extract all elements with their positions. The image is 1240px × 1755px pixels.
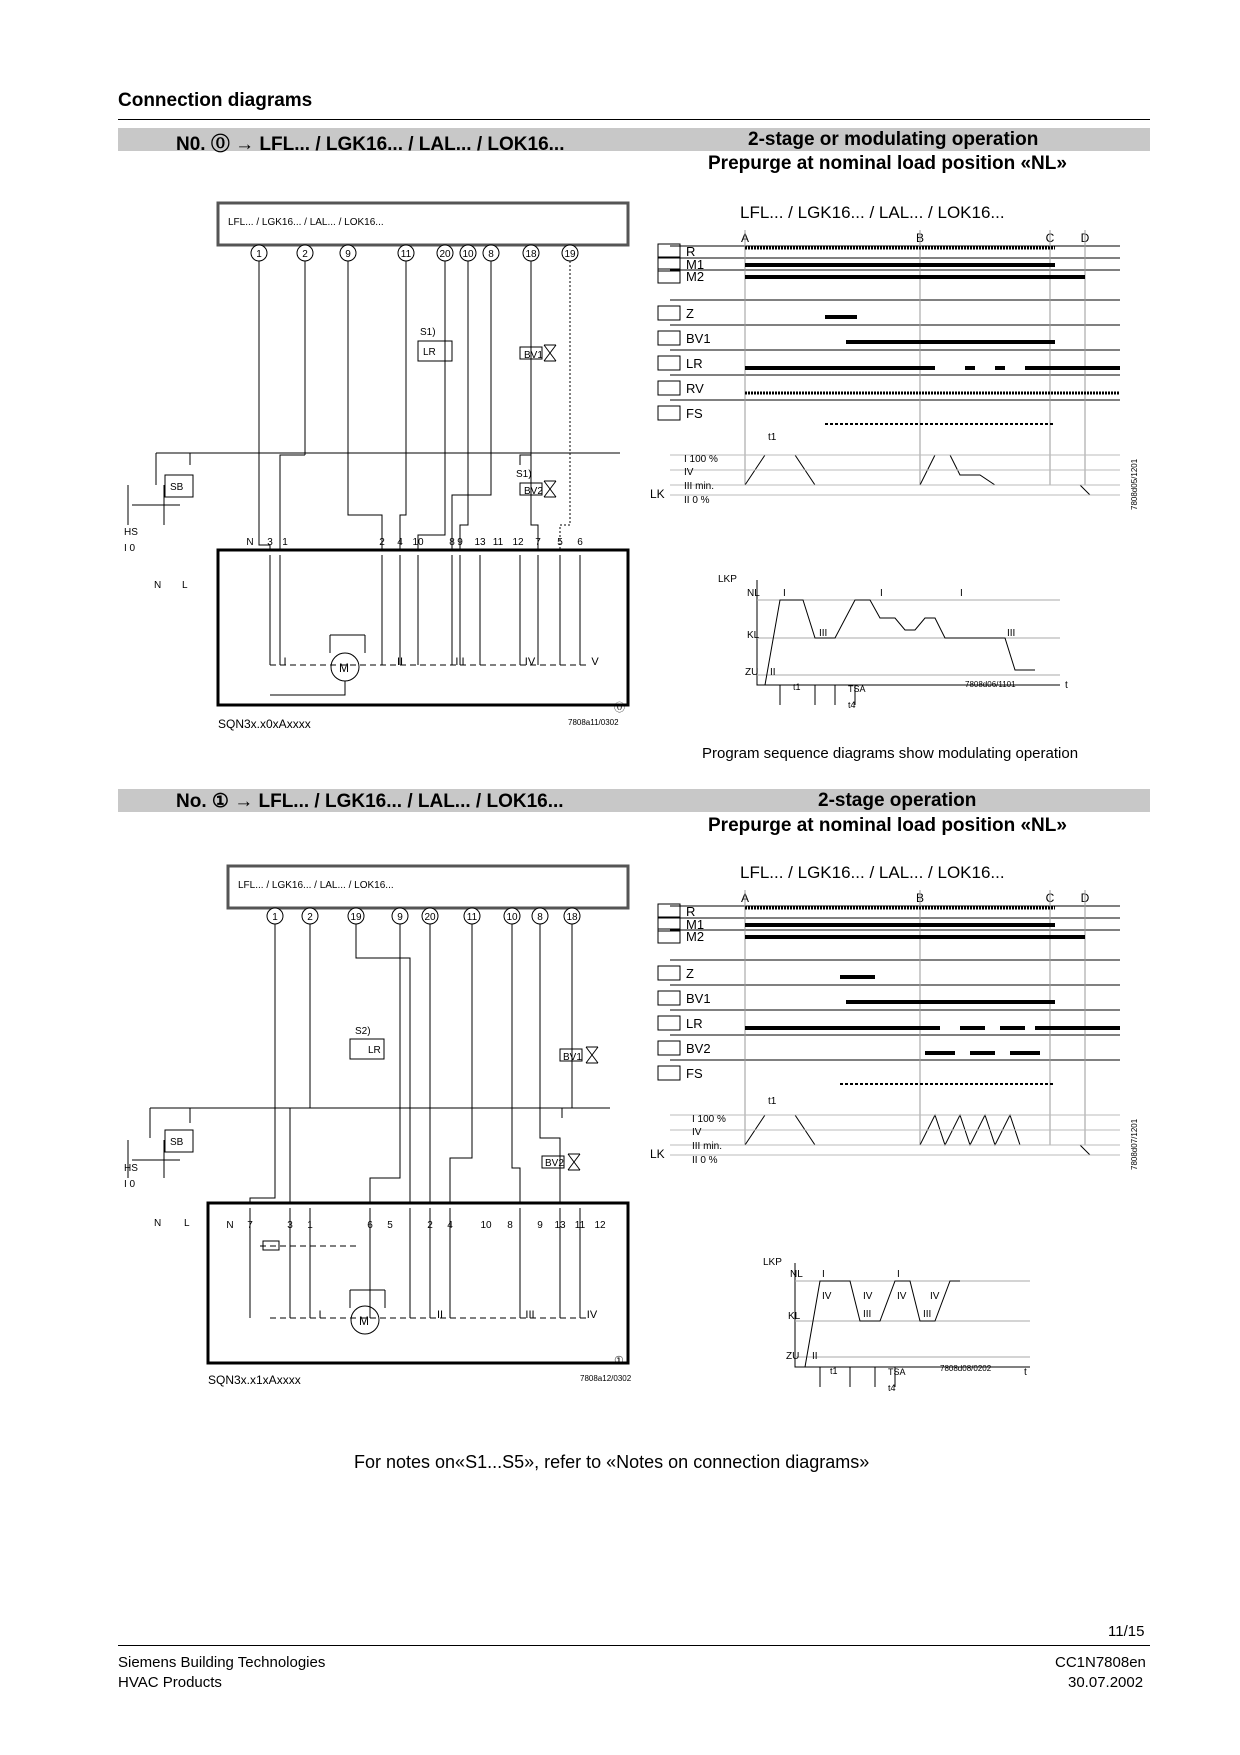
seq-row-icon — [658, 381, 680, 395]
lkp-mark-1-5: IV — [930, 1291, 940, 1302]
bv2-label-0: BV2 — [524, 486, 543, 497]
seq-row-label: RV — [686, 381, 704, 396]
t1-label-0: t1 — [768, 432, 777, 443]
seq-row-label: FS — [686, 1066, 703, 1081]
seq-row-label: BV2 — [686, 1041, 711, 1056]
seq-row-label: FS — [686, 406, 703, 421]
lkp-label-0: LKP — [718, 574, 737, 585]
top0-terminal-label: 18 — [525, 249, 537, 260]
box-label-1: LFL... / LGK16... / LAL... / LOK16... — [238, 880, 394, 891]
base0-terminal-label: 11 — [492, 537, 504, 548]
switch1-label: II — [436, 1309, 444, 1321]
lkp-label-1: LKP — [763, 1257, 782, 1268]
base0-terminal-label: 2 — [379, 537, 385, 548]
base0-terminal-label: 8 — [449, 537, 455, 548]
section-1-band — [118, 789, 1150, 812]
section-0-heading: N0. ⓪ → LFL... / LGK16... / LAL... / LOK16... — [176, 134, 565, 155]
sequence-diagram-1 — [650, 860, 1150, 1180]
base0-terminal-label: N — [246, 537, 254, 548]
box-label-0: LFL... / LGK16... / LAL... / LOK16... — [228, 217, 384, 228]
base0-terminal-label: 5 — [557, 537, 563, 548]
seq-row-label: BV1 — [686, 331, 711, 346]
switch0-label: IV — [524, 656, 536, 668]
seq-row-icon — [658, 406, 680, 420]
base1-terminal-label: 13 — [554, 1220, 566, 1231]
base1-terminal-label: 10 — [480, 1220, 492, 1231]
seq-point-label: C — [1045, 231, 1055, 245]
seq-point-label: B — [915, 891, 925, 905]
top0-terminal-label: 9 — [345, 249, 351, 260]
section-0-operation: 2-stage or modulating operation — [748, 129, 1039, 150]
page-title: Connection diagrams — [118, 90, 313, 111]
top1-terminal-label: 18 — [566, 912, 578, 923]
n-label-1: N — [154, 1218, 162, 1229]
section-1-prepurge: Prepurge at nominal load position «NL» — [708, 815, 1067, 836]
diagram-mark-0: ⓪ — [614, 702, 625, 714]
top1-terminal-label: 19 — [350, 912, 362, 923]
lkp-t1-1: t1 — [830, 1366, 838, 1376]
lkp-mark-1-4: IV — [897, 1291, 907, 1302]
seq-row-label: M1 — [686, 917, 705, 932]
lkp-mark-1-8: II — [812, 1351, 818, 1362]
base1-terminal-label: 5 — [387, 1220, 393, 1231]
top0-terminal-label: 8 — [488, 249, 494, 260]
lkp-zu-1: ZU — [786, 1351, 800, 1362]
switch1-label: III — [525, 1309, 535, 1321]
seq-title-1: LFL... / LGK16... / LAL... / LOK16... — [740, 863, 1005, 882]
seq-point-label: D — [1080, 231, 1090, 245]
notes-reference: For notes on«S1...S5», refer to «Notes on connection diagrams» — [354, 1452, 870, 1472]
lkp-mark-0-1: I — [880, 588, 883, 599]
section-0-note: Program sequence diagrams show modulating operation — [702, 745, 1079, 762]
base1-terminal-label: N — [226, 1220, 234, 1231]
l-label-0: L — [182, 580, 188, 591]
bv1-label-0: BV1 — [524, 350, 543, 361]
base0-terminal-label: 13 — [474, 537, 486, 548]
base0-terminal-label: 1 — [282, 537, 288, 548]
seq-row-label: M1 — [686, 257, 705, 272]
ref-label-1: 7808a12/0302 — [580, 1374, 632, 1383]
lkp-tsa-1: TSA — [888, 1367, 906, 1377]
lkp-mark-0-3: III — [819, 628, 828, 639]
lkp-t4-0: t4 — [848, 700, 856, 710]
base1-terminal-label: 12 — [594, 1220, 606, 1231]
sequence-diagram-0 — [650, 200, 1150, 520]
model-label-1: SQN3x.x1xAxxxx — [208, 1373, 301, 1387]
base1-terminal-label: 4 — [447, 1220, 453, 1231]
seq-row-icon — [658, 966, 680, 980]
seq-row-label: Z — [686, 306, 694, 321]
l-label-1: L — [184, 1218, 190, 1229]
seq-point-label: D — [1080, 891, 1090, 905]
top1-terminal-label: 10 — [506, 912, 518, 923]
top1-terminal-label: 1 — [272, 912, 278, 923]
lkp-mark-0-0: I — [783, 588, 786, 599]
seq-point-label: A — [740, 231, 750, 245]
lk-label-1: LK — [650, 1147, 665, 1161]
section-1-heading: No. ① → LFL... / LGK16... / LAL... / LOK16... — [176, 791, 564, 812]
top1-terminal-label: 20 — [424, 912, 436, 923]
page-number: 11/15 — [1108, 1623, 1145, 1640]
lr-label-0: LR — [423, 347, 436, 358]
seq-row-icon — [658, 1041, 680, 1055]
lkp-tsa-0: TSA — [848, 684, 866, 694]
seq-row-icon — [658, 331, 680, 345]
seq-row-label: Z — [686, 966, 694, 981]
sb-label-0: SB — [170, 482, 184, 493]
lkp-nl-1: NL — [790, 1269, 803, 1280]
seq-lk-0-2: III min. — [684, 481, 715, 492]
top1-terminal-label: 11 — [466, 912, 478, 923]
lkp-diagram-0 — [715, 570, 1085, 710]
seq-row-label: LR — [686, 1016, 703, 1031]
switch0-label: II — [396, 656, 404, 668]
lkp-nl-0: NL — [747, 588, 760, 599]
top0-terminal-label: 19 — [564, 249, 576, 260]
base1-terminal-label: 7 — [247, 1220, 253, 1231]
motor-label-0: M — [339, 661, 349, 675]
footer-doc-id: CC1N7808en — [1055, 1654, 1146, 1671]
lkp-mark-1-0: I — [822, 1269, 825, 1280]
seq-row-icon — [658, 306, 680, 320]
seq-point-label: A — [740, 891, 750, 905]
base1-terminal-label: 1 — [307, 1220, 313, 1231]
connection-diagram-0 — [120, 195, 640, 740]
top1-terminal-label: 2 — [307, 912, 313, 923]
bv2-label-1: BV2 — [545, 1158, 564, 1169]
n-label-0: N — [154, 580, 162, 591]
top0-terminal-label: 20 — [439, 249, 451, 260]
t1-label-1: t1 — [768, 1096, 777, 1107]
lkp-mark-1-7: III — [923, 1309, 932, 1320]
motor-label-1: M — [359, 1314, 369, 1328]
top0-terminal-label: 2 — [302, 249, 308, 260]
i0-label-0: I 0 — [124, 543, 136, 554]
base1-terminal-label: 3 — [287, 1220, 293, 1231]
model-label-0: SQN3x.x0xAxxxx — [218, 717, 311, 731]
footer-division: HVAC Products — [118, 1674, 222, 1691]
seq-lk-1-1: IV — [692, 1127, 702, 1138]
lkp-mark-0-5: II — [770, 667, 776, 678]
seq-point-label: B — [915, 231, 925, 245]
seq-ref-0: 7808d05/1201 — [1130, 458, 1139, 510]
seq-row-label: R — [686, 904, 696, 919]
seq-row-label: M2 — [686, 929, 705, 944]
seq-lk-1-0: I 100 % — [692, 1114, 726, 1125]
lkp-mark-1-6: III — [863, 1309, 872, 1320]
seq-row-icon — [658, 991, 680, 1005]
base0-terminal-label: 12 — [512, 537, 524, 548]
switch1-label: IV — [586, 1309, 598, 1321]
switch0-label: III — [455, 656, 465, 668]
lkp-kl-1: KL — [788, 1311, 801, 1322]
hs-label-0: HS — [124, 527, 138, 538]
seq-ref-1: 7808d07/1201 — [1130, 1118, 1139, 1170]
seq-lk-0-0: I 100 % — [684, 454, 718, 465]
seq-row-label: BV1 — [686, 991, 711, 1006]
title-rule — [118, 119, 1150, 120]
seq-row-icon — [658, 1016, 680, 1030]
base0-terminal-label: 6 — [577, 537, 583, 548]
lkp-ref-0: 7808d06/1101 — [965, 680, 1016, 689]
seq-lk-0-3: II 0 % — [684, 495, 710, 506]
lkp-t4-1: t4 — [888, 1383, 896, 1393]
seq-row-label: M2 — [686, 269, 705, 284]
seq-row-icon — [658, 356, 680, 370]
base1-terminal-label: 2 — [427, 1220, 433, 1231]
footer-company: Siemens Building Technologies — [118, 1654, 326, 1671]
lkp-t1-0: t1 — [793, 682, 801, 692]
lkp-kl-0: KL — [747, 630, 760, 641]
seq-row-icon — [658, 1066, 680, 1080]
footer-rule — [118, 1645, 1150, 1646]
seq-title-0: LFL... / LGK16... / LAL... / LOK16... — [740, 203, 1005, 222]
base1-terminal-label: 6 — [367, 1220, 373, 1231]
top0-terminal-label: 10 — [462, 249, 474, 260]
lkp-mark-0-2: I — [960, 588, 963, 599]
top0-terminal-label: 11 — [400, 249, 412, 260]
sb-label-1: SB — [170, 1137, 184, 1148]
lkp-ref-1: 7808d08/0202 — [940, 1364, 992, 1373]
lkp-zu-0: ZU — [745, 667, 759, 678]
base0-terminal-label: 3 — [267, 537, 273, 548]
switch0-label: V — [591, 656, 599, 668]
diagram-mark-1: ① — [614, 1355, 624, 1367]
s2-label: S2) — [355, 1026, 371, 1037]
top0-terminal-label: 1 — [256, 249, 262, 260]
base0-terminal-label: 4 — [397, 537, 403, 548]
ref-label-0: 7808a11/0302 — [568, 718, 619, 727]
hs-label-1: HS — [124, 1163, 138, 1174]
base0-terminal-label: 10 — [412, 537, 424, 548]
lk-label-0: LK — [650, 487, 665, 501]
base1-terminal-label: 9 — [537, 1220, 543, 1231]
s1a-label: S1) — [420, 327, 436, 338]
seq-row-label: R — [686, 244, 696, 259]
top1-terminal-label: 8 — [537, 912, 543, 923]
seq-row-label: LR — [686, 356, 703, 371]
footer-date: 30.07.2002 — [1068, 1674, 1144, 1691]
s1b-label: S1) — [516, 469, 532, 480]
base0-terminal-label: 9 — [457, 537, 463, 548]
base1-terminal-label: 11 — [574, 1220, 586, 1231]
switch1-label: I — [318, 1309, 322, 1321]
section-0-prepurge: Prepurge at nominal load position «NL» — [708, 153, 1067, 174]
lkp-mark-0-4: III — [1007, 628, 1016, 639]
switch0-label: I — [283, 656, 287, 668]
lkp-t-0: t — [1065, 680, 1068, 691]
lkp-t-1: t — [1024, 1367, 1027, 1378]
top1-terminal-label: 9 — [397, 912, 403, 923]
lkp-mark-1-1: I — [897, 1269, 900, 1280]
seq-point-label: C — [1045, 891, 1055, 905]
seq-lk-0-1: IV — [684, 467, 694, 478]
lkp-diagram-1 — [760, 1255, 1060, 1395]
i0-label-1: I 0 — [124, 1179, 136, 1190]
seq-lk-1-3: II 0 % — [692, 1155, 718, 1166]
connection-diagram-1 — [120, 858, 640, 1398]
lr-label-1: LR — [368, 1045, 381, 1056]
bv1-label-1: BV1 — [563, 1052, 582, 1063]
base1-terminal-label: 8 — [507, 1220, 513, 1231]
section-1-operation: 2-stage operation — [818, 790, 977, 811]
section-0-band — [118, 128, 1150, 155]
base0-terminal-label: 7 — [535, 537, 541, 548]
lkp-mark-1-3: IV — [863, 1291, 873, 1302]
seq-lk-1-2: III min. — [692, 1141, 723, 1152]
lkp-mark-1-2: IV — [822, 1291, 832, 1302]
